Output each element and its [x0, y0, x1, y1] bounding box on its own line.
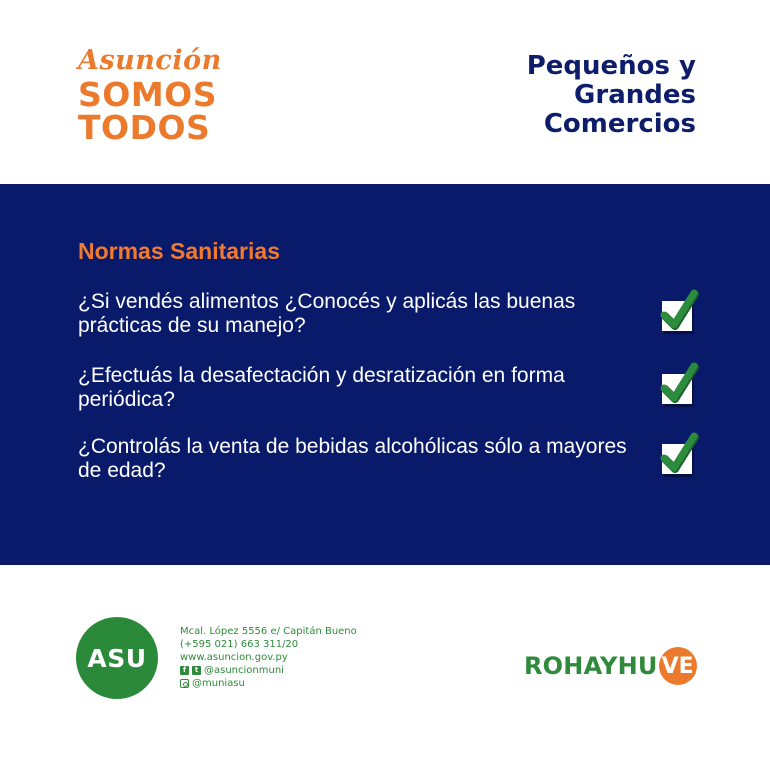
- checkbox-1: [662, 301, 692, 331]
- brand-line-2: TODOS: [78, 108, 211, 147]
- address: Mcal. López 5556 e/ Capitán Bueno: [180, 626, 357, 637]
- contact-info: [180, 625, 357, 690]
- social-row-fb-tw: [180, 664, 357, 677]
- facebook-icon[interactable]: f: [180, 666, 189, 675]
- twitter-icon[interactable]: t: [192, 666, 201, 675]
- question-2: ¿Efectuás la desafectación y desratización en forma periódica?: [78, 364, 565, 411]
- checkbox-3: [662, 444, 692, 474]
- topic-line-3: Comercios: [543, 109, 696, 139]
- question-1: ¿Si vendés alimentos ¿Conocés y aplicás las buenas prácticas de su manejo?: [78, 290, 576, 337]
- section-title: Normas Sanitarias: [78, 238, 280, 264]
- social-handle-ig[interactable]: @muniasu: [192, 678, 245, 689]
- question-3: ¿Controlás la venta de bebidas alcohólicas sólo a mayores de edad?: [78, 435, 627, 482]
- slogan-badge: VE: [659, 647, 697, 685]
- checkmark-icon: [660, 430, 698, 474]
- slogan-logo: [524, 647, 697, 685]
- brand-line-1: SOMOS: [78, 75, 217, 114]
- checklist-panel: [0, 184, 770, 565]
- instagram-icon[interactable]: [180, 679, 189, 688]
- asu-logo: ASU: [76, 617, 158, 699]
- slogan-text: ROHAYHU: [524, 652, 658, 680]
- checkbox-2: [662, 374, 692, 404]
- social-row-ig: [180, 677, 357, 690]
- checkmark-icon: [660, 360, 698, 404]
- topic-line-1: Pequeños y: [526, 51, 696, 81]
- brand-script-text: Asunción: [78, 45, 222, 76]
- topic-title: [527, 52, 696, 139]
- phone: (+595 021) 663 311/20: [180, 639, 299, 650]
- website-link[interactable]: www.asuncion.gov.py: [180, 652, 288, 663]
- header: [0, 0, 770, 184]
- brand-logo: [78, 44, 222, 147]
- footer: [0, 565, 770, 770]
- topic-line-2: Grandes: [574, 80, 696, 110]
- checkmark-icon: [660, 287, 698, 331]
- social-handle-fb-tw[interactable]: @asuncionmuni: [204, 665, 284, 676]
